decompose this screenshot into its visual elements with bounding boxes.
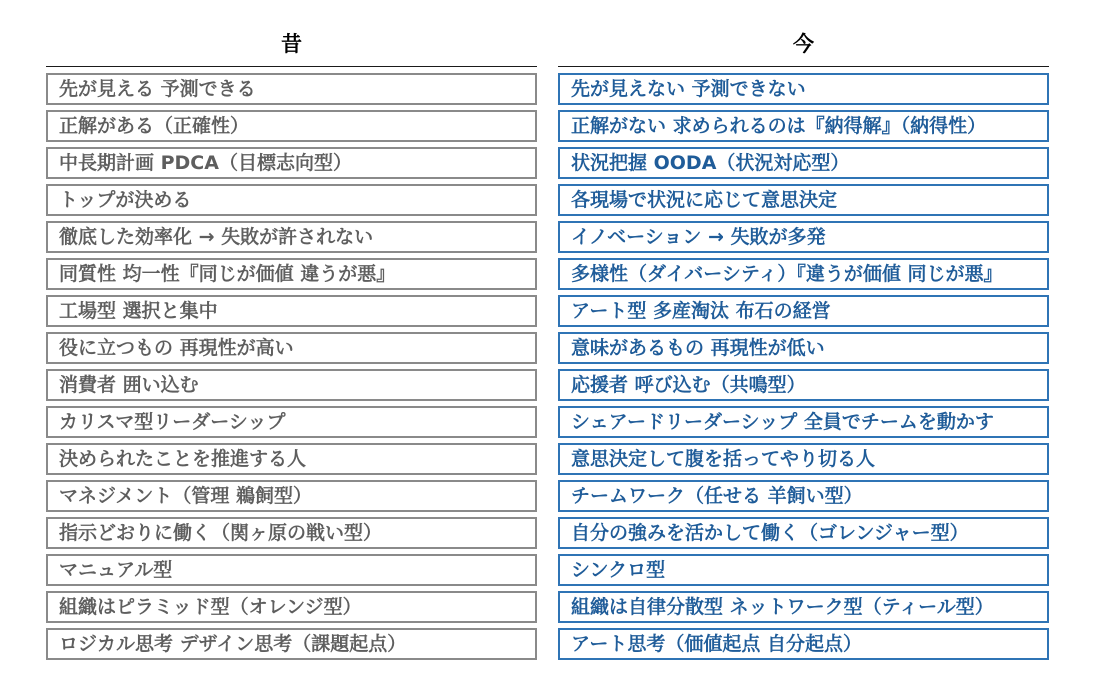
old-row: 工場型 選択と集中 [46,295,537,327]
old-row: 指示どおりに働く（関ヶ原の戦い型） [46,517,537,549]
new-row: 多様性（ダイバーシティ）『違うが価値 同じが悪』 [558,258,1049,290]
new-row: チームワーク（任せる 羊飼い型） [558,480,1049,512]
old-row: 決められたことを推進する人 [46,443,537,475]
new-row: 意味があるもの 再現性が低い [558,332,1049,364]
old-row: 組織はピラミッド型（オレンジ型） [46,591,537,623]
new-row: シェアードリーダーシップ 全員でチームを動かす [558,406,1049,438]
new-row: 組織は自律分散型 ネットワーク型（ティール型） [558,591,1049,623]
new-row: 先が見えない 予測できない [558,73,1049,105]
new-row: イノベーション → 失敗が多発 [558,221,1049,253]
new-row: 状況把握 OODA（状況対応型） [558,147,1049,179]
new-row: 各現場で状況に応じて意思決定 [558,184,1049,216]
old-row: ロジカル思考 デザイン思考（課題起点） [46,628,537,660]
new-row: アート型 多産淘汰 布石の経営 [558,295,1049,327]
old-row-list [46,73,537,665]
new-row-list [558,73,1049,665]
new-row: アート思考（価値起点 自分起点） [558,628,1049,660]
new-column-header: 今 [558,30,1049,67]
new-row: シンクロ型 [558,554,1049,586]
old-row: 徹底した効率化 → 失敗が許されない [46,221,537,253]
old-row: マネジメント（管理 鵜飼型） [46,480,537,512]
new-row: 正解がない 求められるのは『納得解』（納得性） [558,110,1049,142]
new-row: 自分の強みを活かして働く（ゴレンジャー型） [558,517,1049,549]
old-row: 同質性 均一性『同じが価値 違うが悪』 [46,258,537,290]
old-row: 消費者 囲い込む [46,369,537,401]
old-row: 先が見える 予測できる [46,73,537,105]
old-row: 中長期計画 PDCA（目標志向型） [46,147,537,179]
new-row: 応援者 呼び込む（共鳴型） [558,369,1049,401]
old-row: トップが決める [46,184,537,216]
old-column-header: 昔 [46,30,537,67]
old-row: 正解がある（正確性） [46,110,537,142]
old-row: マニュアル型 [46,554,537,586]
new-row: 意思決定して腹を括ってやり切る人 [558,443,1049,475]
old-row: カリスマ型リーダーシップ [46,406,537,438]
old-row: 役に立つもの 再現性が高い [46,332,537,364]
